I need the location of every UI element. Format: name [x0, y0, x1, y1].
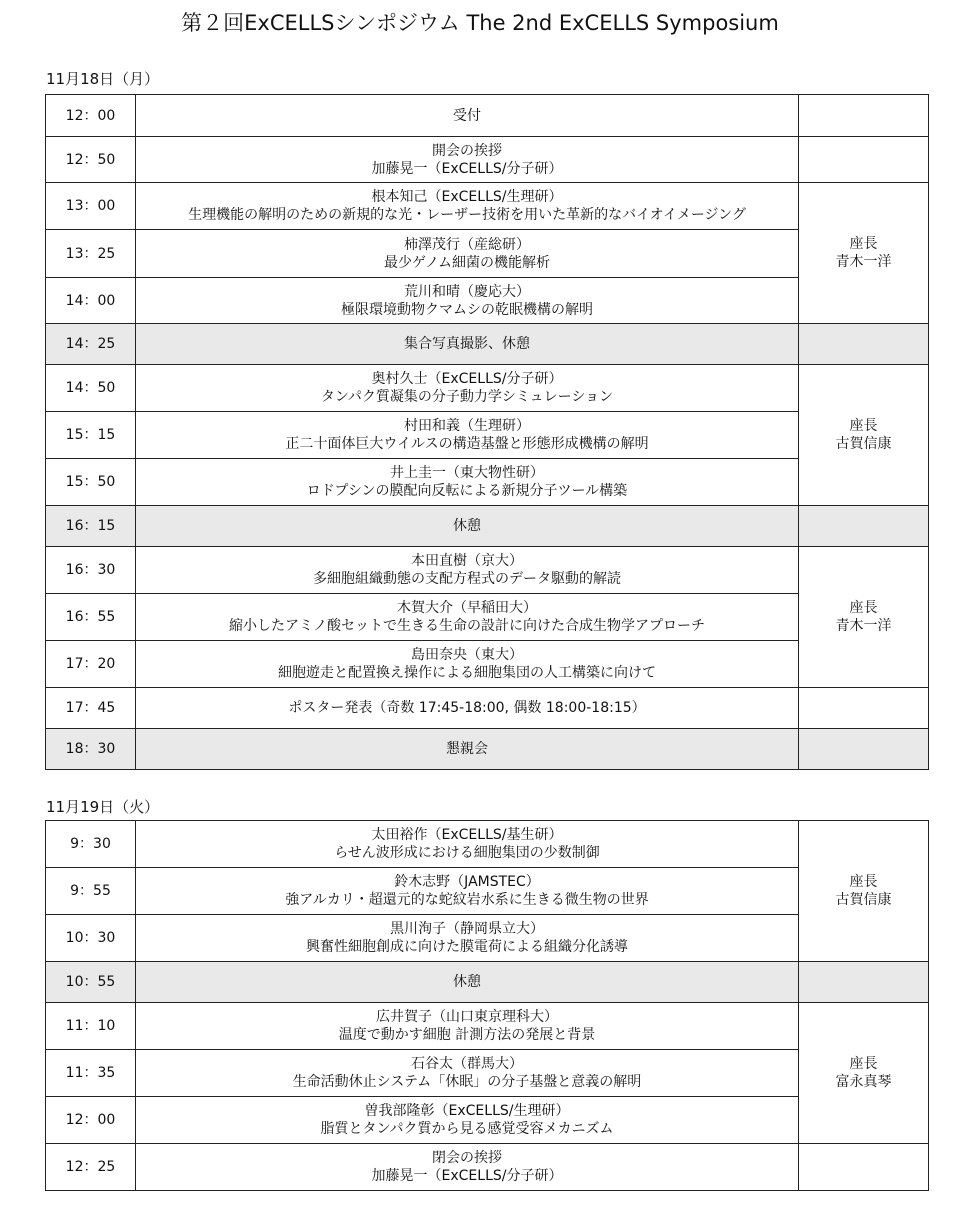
break-row [46, 506, 929, 547]
schedule-row [46, 1050, 929, 1097]
chair-cell [799, 95, 929, 137]
talk-title: 生理機能の解明のための新規的な光・レーザー技術を用いた革新的なバイオイメージング [188, 207, 746, 223]
time-cell: 15：15 [46, 412, 136, 459]
session-chair-cell [799, 365, 929, 506]
schedule-row [46, 95, 929, 137]
speaker-name: 木賀大介（早稲田大） [397, 600, 537, 616]
content-cell [136, 1097, 799, 1144]
chair-cell [799, 1144, 929, 1191]
talk-title: ロドプシンの膜配向反転による新規分子ツール構築 [306, 483, 628, 499]
chair-label: 座長 [849, 236, 878, 252]
content-cell [136, 1003, 799, 1050]
event-title: 休憩 [453, 518, 481, 534]
speaker-name: 根本知己（ExCELLS/生理研） [371, 189, 563, 205]
speaker-name: 加藤晃一（ExCELLS/分子研） [371, 1168, 563, 1184]
schedule-row [46, 915, 929, 962]
content-cell [136, 365, 799, 412]
time-cell: 16：30 [46, 547, 136, 594]
chair-name: 古賀信康 [835, 892, 892, 908]
speaker-name: 広井賀子（山口東京理科大） [376, 1009, 558, 1025]
talk-title: 最少ゲノム細菌の機能解析 [383, 254, 551, 271]
content-cell [136, 962, 799, 1003]
page-title: 第２回ExCELLSシンポジウム The 2nd ExCELLS Symposium [181, 11, 779, 35]
schedule-row [46, 688, 929, 729]
speaker-name: 本田直樹（京大） [411, 553, 523, 569]
schedule-row [46, 1003, 929, 1050]
content-cell [136, 688, 799, 729]
speaker-name: 奥村久士（ExCELLS/分子研） [371, 371, 563, 387]
chair-label: 座長 [849, 600, 878, 616]
content-cell [136, 412, 799, 459]
time-cell: 14：50 [46, 365, 136, 412]
chair-label: 座長 [849, 1056, 878, 1072]
time-cell: 14：25 [46, 324, 136, 365]
time-cell: 11：35 [46, 1050, 136, 1097]
talk-title: タンパク質凝集の分子動力学シミュレーション [320, 389, 614, 405]
session-chair-cell [799, 1003, 929, 1144]
time-cell: 18：30 [46, 729, 136, 770]
talk-title: 興奮性細胞創成に向けた膜電荷による組織分化誘導 [306, 939, 628, 955]
talk-title: 多細胞組織動態の支配方程式のデータ駆動的解読 [313, 571, 621, 587]
schedule-row [46, 594, 929, 641]
schedule-row [46, 137, 929, 183]
speaker-name: 島田奈央（東大） [411, 647, 523, 663]
speaker-name: 黒川洵子（静岡県立大） [390, 921, 544, 937]
talk-title: 極限環境動物クマムシの乾眠機構の解明 [341, 301, 593, 318]
chair-name: 青木一洋 [835, 254, 892, 270]
content-cell [136, 1050, 799, 1097]
chair-label: 座長 [849, 874, 878, 890]
speaker-name: 荒川和晴（慶応大） [404, 283, 530, 300]
content-cell [136, 278, 799, 324]
content-cell [136, 594, 799, 641]
time-cell: 16：15 [46, 506, 136, 547]
time-cell: 12：25 [46, 1144, 136, 1191]
day1-date-label: 11月18日（月） [46, 70, 160, 88]
content-cell [136, 506, 799, 547]
talk-title: 生命活動休止システム「休眠」の分子基盤と意義の解明 [292, 1074, 642, 1090]
chair-cell [799, 688, 929, 729]
content-cell [136, 1144, 799, 1191]
talk-title: 温度で動かす細胞 計測方法の発展と背景 [338, 1027, 596, 1043]
schedule-row [46, 365, 929, 412]
day2-schedule-table [45, 820, 929, 1191]
session-chair-cell [799, 547, 929, 688]
content-cell [136, 183, 799, 230]
event-title: 休憩 [453, 974, 481, 990]
time-cell: 9：30 [46, 821, 136, 868]
speaker-name: 石谷太（群馬大） [411, 1056, 523, 1072]
schedule-row [46, 230, 929, 278]
time-cell: 13：25 [46, 230, 136, 278]
talk-title: 正二十面体巨大ウイルスの構造基盤と形態形成機構の解明 [285, 436, 649, 452]
event-title: 閉会の挨拶 [432, 1150, 502, 1166]
time-cell: 12：00 [46, 95, 136, 137]
time-cell: 17：20 [46, 641, 136, 688]
time-cell: 16：55 [46, 594, 136, 641]
time-cell: 17：45 [46, 688, 136, 729]
speaker-name: 柿澤茂行（産総研） [404, 236, 530, 253]
time-cell: 14：00 [46, 278, 136, 324]
schedule-row [46, 641, 929, 688]
event-title: 懇親会 [446, 741, 488, 757]
session-chair-cell [799, 183, 929, 324]
content-cell [136, 230, 799, 278]
event-title: 受付 [453, 107, 481, 124]
talk-title: らせん波形成における細胞集団の少数制御 [334, 845, 600, 861]
break-row [46, 324, 929, 365]
time-cell: 9：55 [46, 868, 136, 915]
time-cell: 12：00 [46, 1097, 136, 1144]
schedule-row [46, 547, 929, 594]
event-title: ポスター発表（奇数 17:45-18:00, 偶数 18:00-18:15） [288, 700, 646, 716]
content-cell [136, 324, 799, 365]
chair-name: 富永真琴 [835, 1074, 892, 1090]
chair-cell [799, 324, 929, 365]
time-cell: 15：50 [46, 459, 136, 506]
content-cell [136, 641, 799, 688]
content-cell [136, 459, 799, 506]
session-chair-cell [799, 821, 929, 962]
break-row [46, 729, 929, 770]
event-title: 開会の挨拶 [432, 142, 502, 159]
chair-name: 古賀信康 [835, 436, 892, 452]
chair-cell [799, 962, 929, 1003]
time-cell: 12：50 [46, 137, 136, 183]
chair-label: 座長 [849, 418, 878, 434]
content-cell [136, 95, 799, 137]
schedule-row [46, 412, 929, 459]
speaker-name: 村田和義（生理研） [404, 418, 530, 434]
content-cell [136, 729, 799, 770]
talk-title: 強アルカリ・超還元的な蛇紋岩水系に生きる微生物の世界 [285, 892, 649, 908]
schedule-row [46, 183, 929, 230]
speaker-name: 鈴木志野（JAMSTEC） [394, 874, 540, 890]
content-cell [136, 547, 799, 594]
content-cell [136, 137, 799, 183]
content-cell [136, 915, 799, 962]
time-cell: 11：10 [46, 1003, 136, 1050]
day1-schedule-table [45, 94, 929, 770]
schedule-row [46, 459, 929, 506]
break-row [46, 962, 929, 1003]
time-cell: 13：00 [46, 183, 136, 230]
talk-title: 縮小したアミノ酸セットで生きる生命の設計に向けた合成生物学アプローチ [229, 618, 705, 634]
time-cell: 10：55 [46, 962, 136, 1003]
content-cell [136, 868, 799, 915]
chair-cell [799, 729, 929, 770]
content-cell [136, 821, 799, 868]
day2-date-label: 11月19日（火） [46, 798, 160, 816]
speaker-name: 井上圭一（東大物性研） [390, 465, 544, 481]
speaker-name: 太田裕作（ExCELLS/基生研） [371, 827, 563, 843]
schedule-row [46, 1144, 929, 1191]
talk-title: 細胞遊走と配置換え操作による細胞集団の人工構築に向けて [278, 665, 656, 681]
schedule-row [46, 1097, 929, 1144]
schedule-row [46, 278, 929, 324]
time-cell: 10：30 [46, 915, 136, 962]
chair-cell [799, 137, 929, 183]
chair-name: 青木一洋 [835, 618, 892, 634]
talk-title: 脂質とタンパク質から見る感覚受容メカニズム [320, 1121, 614, 1137]
speaker-name: 曽我部隆彰（ExCELLS/生理研） [364, 1103, 570, 1119]
schedule-row [46, 868, 929, 915]
chair-cell [799, 506, 929, 547]
speaker-name: 加藤晃一（ExCELLS/分子研） [371, 160, 563, 177]
event-title: 集合写真撮影、休憩 [404, 336, 530, 352]
schedule-row [46, 821, 929, 868]
